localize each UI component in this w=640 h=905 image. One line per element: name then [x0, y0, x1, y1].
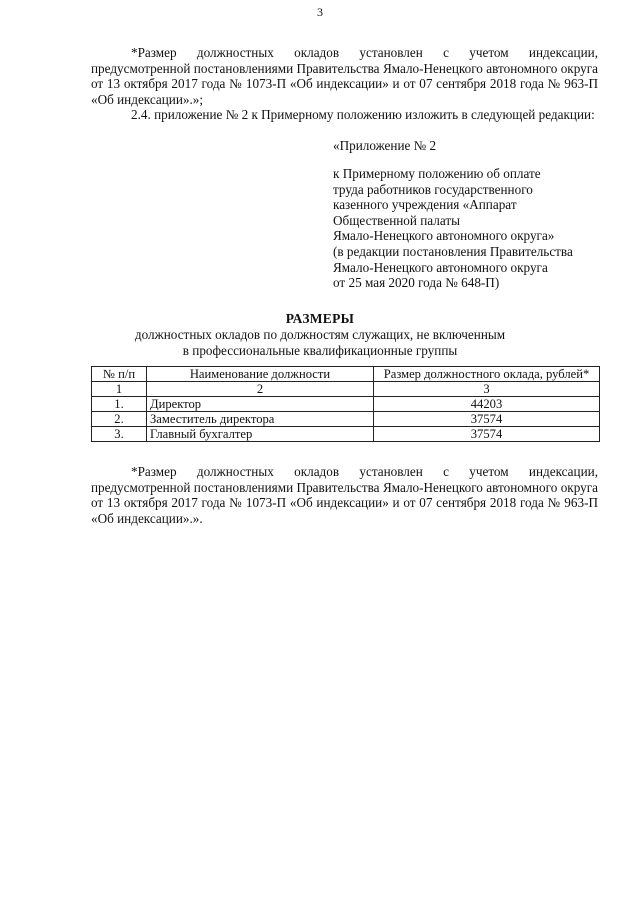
table-row — [92, 397, 600, 412]
appendix-line: Ямало-Ненецкого автономного округа — [333, 259, 548, 275]
table-cell: 2 — [147, 382, 374, 397]
table-cell: 37574 — [374, 412, 600, 427]
document-title: РАЗМЕРЫ — [285, 311, 355, 326]
appendix-line: к Примерному положению об оплате — [333, 166, 541, 181]
document-subtitle — [0, 327, 640, 358]
table-cell: 1 — [92, 382, 147, 397]
page-number: 3 — [317, 5, 323, 19]
table-cell: Главный бухгалтер — [147, 427, 374, 442]
table-row — [92, 412, 600, 427]
table-header-row — [92, 367, 600, 382]
table-cell: 1. — [92, 397, 147, 412]
appendix-line: от 25 мая 2020 года № 648-П) — [333, 275, 500, 291]
subtitle-line: в профессиональные квалификационные группы — [182, 342, 458, 358]
table-cell: 2. — [92, 412, 147, 427]
header-position: Наименование должности — [147, 367, 374, 382]
table-cell: Заместитель директора — [147, 412, 374, 427]
table-cell: Директор — [147, 397, 374, 412]
table-numbering-row — [92, 382, 600, 397]
table-cell: 3. — [92, 427, 147, 442]
appendix-reference — [333, 166, 623, 291]
salary-table — [91, 366, 600, 442]
appendix-heading: «Приложение № 2 — [333, 138, 437, 153]
subtitle-line: должностных окладов по должностям служащих, не включенным — [134, 327, 506, 342]
header-number: № п/п — [92, 367, 147, 382]
table-cell: 44203 — [374, 397, 600, 412]
table-cell: 3 — [374, 382, 600, 397]
amendment-item: 2.4. приложение № 2 к Примерному положению изложить в следующей редакции: — [131, 107, 595, 122]
appendix-line: Общественной палаты — [333, 212, 460, 228]
table-footnote: *Размер должностных окладов установлен с учетом индексации, предусмотренной постановлениями Правительства Ямало-Ненецкого автономного округа от 13 октября 2017 года № 1073-П «Об индексации» и от 07 сентября 2018 года № 963-П «Об индексации».». — [91, 464, 598, 526]
appendix-line: казенного учреждения «Аппарат — [333, 197, 517, 213]
table-cell: 37574 — [374, 427, 600, 442]
appendix-line: Ямало-Ненецкого автономного округа» — [333, 228, 555, 244]
appendix-line: труда работников государственного — [333, 181, 533, 197]
header-salary: Размер должностного оклада, рублей* — [374, 367, 600, 382]
appendix-line: (в редакции постановления Правительства — [333, 243, 573, 259]
table-row — [92, 427, 600, 442]
intro-footnote: *Размер должностных окладов установлен с учетом индексации, предусмотренной постановлениями Правительства Ямало-Ненецкого автономного округа от 13 октября 2017 года № 1073-П «Об индексации» и от 07 сентября 2018 года № 963-П «Об индексации».»; — [91, 45, 598, 107]
